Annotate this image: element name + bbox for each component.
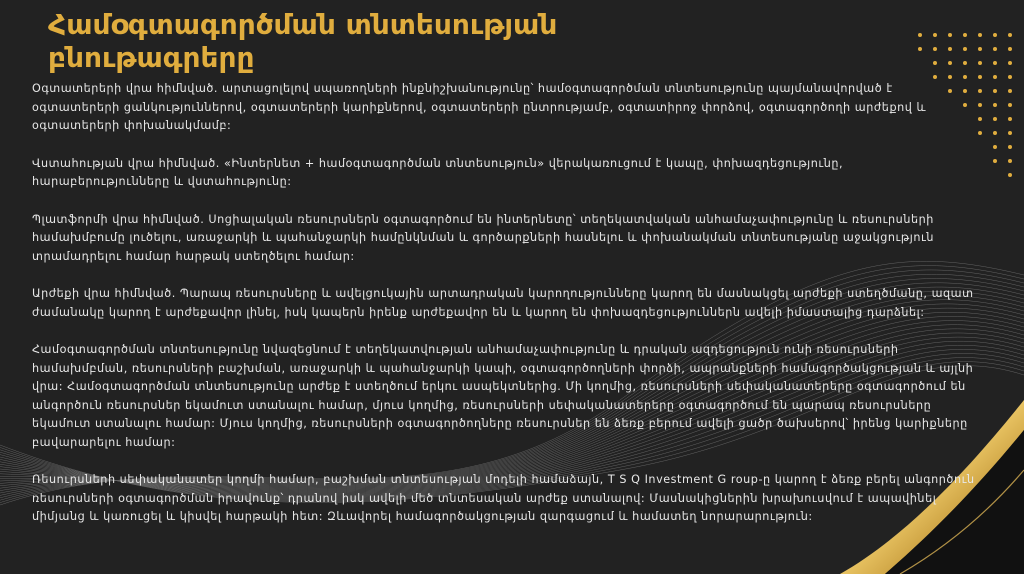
slide-title — [48, 8, 748, 74]
gold-dot — [993, 75, 997, 79]
gold-dot — [1008, 103, 1012, 107]
paragraph-trust-based: Վստահության վրա հիմնված. «Ինտերնետ + համօգտագործման տնտեսություն» վերակառուցում է կապը, փոխազդեցությունը, հարաբերությունները և վստահությունը: — [32, 156, 844, 188]
gold-dot — [1008, 173, 1012, 177]
gold-dot — [993, 89, 997, 93]
gold-dot — [963, 75, 967, 79]
paragraph-user-based: Օգտատերերի վրա հիմնված. արտացոլելով սպառողների ինքնիշխանությունը՝ համօգտագործման տնտեսությունը պայմանավորված է օգտատերերի ցանկություններով, օգտատերերի կարիքներով, օգտատերերի ընտրությամբ, օգտատիրոջ փորձով, օգտագործողի արժեքով և օգտատերերի փոխանակմամբ: — [32, 82, 927, 132]
gold-dot — [993, 145, 997, 149]
gold-dot — [978, 61, 982, 65]
gold-dot — [1008, 75, 1012, 79]
gold-dot — [963, 33, 967, 37]
paragraph-value-based: Արժեքի վրա հիմնված. Պարապ ռեսուրսները և ավելցուկային արտադրական կարողությունները կարող են մասնակցել արժեքի ստեղծմանը, ազատ ժամանակը կարող է արժեքավոր լինել, իսկ կապերն իրենք արժեքավոր են և կարող են փոխազդեցություններն ավելի իմաստալից դարձնել: — [32, 287, 974, 319]
gold-dot — [918, 33, 922, 37]
gold-dot — [993, 131, 997, 135]
gold-dot — [1008, 131, 1012, 135]
gold-dot — [993, 61, 997, 65]
gold-dot — [993, 47, 997, 51]
gold-dot — [918, 47, 922, 51]
gold-dot — [993, 117, 997, 121]
gold-dot — [978, 33, 982, 37]
gold-dot — [933, 33, 937, 37]
slide-body — [32, 80, 982, 546]
gold-dot — [933, 47, 937, 51]
gold-dot — [1008, 159, 1012, 163]
gold-dot — [933, 61, 937, 65]
gold-dot — [963, 47, 967, 51]
gold-dot — [1008, 47, 1012, 51]
gold-dot — [948, 61, 952, 65]
gold-dot — [993, 103, 997, 107]
title-line-1: Համօգտագործման տնտեսության — [48, 8, 558, 41]
gold-dot — [1008, 117, 1012, 121]
gold-dot — [993, 33, 997, 37]
gold-dot — [963, 61, 967, 65]
gold-dot — [978, 75, 982, 79]
gold-dot — [948, 47, 952, 51]
gold-dot — [948, 33, 952, 37]
gold-dot — [1008, 145, 1012, 149]
paragraph-resource-owners: Ռեսուրսների սեփականատեր կողմի համար, բաշխման տնտեսության մոդելի համաձայն, T S Q Investment G roup-ը կարող է ձեռք բերել անգործուն ռեսուրսների օգտագործման իրավունք՝ դրանով իսկ ավելի մեծ տնտեսական արժեք ստանալով: Մասնակիցներին խրախուսվում է ապավինել միմյանց և կառուցել և կիսվել հարթակի հետ: Զևավորել համագործակցության զարգացում և համատեղ նորարարություն: — [32, 473, 975, 523]
gold-dot — [1008, 33, 1012, 37]
gold-dot — [993, 159, 997, 163]
gold-dot — [1008, 61, 1012, 65]
gold-dot — [948, 75, 952, 79]
gold-dot — [933, 75, 937, 79]
gold-dot — [1008, 89, 1012, 93]
gold-dot — [978, 47, 982, 51]
paragraph-sharing-economy: Համօգտագործման տնտեսությունը նվազեցնում է տեղեկատվության անհամաչափությունը և դրական ազդեցություն ունի ռեսուրսների համախմբման, ռեսուրսների բաշխման, առաջարկի և պահանջարկի կապի, օգտագործողների փորձի, ապրանքների համագործակցության և այլնի վրա: Համօգտագործման տնտեսությունը արժեք է ստեղծում երկու ասպեկտներից. Մի կողմից, ռեսուրսների սեփականատերերը օգտագործում են անգործուն ռեսուրսներ եկամուտ ստանալու համար, մյուս կողմից, ռեսուրսների սեփականատերերը օգտագործում են պարապ ռեսուրսները եկամուտ ստանալու համար: Մյուս կողմից, ռեսուրսների օգտագործողները ռեսուրսներ են ձեռք բերում ավելի ցածր ծախսերով՝ իրենց կարիքները բավարարելու համար: — [32, 343, 974, 449]
paragraph-platform-based: Պլատֆորմի վրա հիմնված. Սոցիալական ռեսուրսներն օգտագործում են ինտերնետը՝ տեղեկատվական անհամաչափությունը և ռեսուրսների համախմբումը լուծելու, առաջարկի և պահանջարկի համընկնման և գործարքների հասնելու և փոխանակման տնտեսությանը աջակցություն տրամադրելու համար հարթակ ստեղծելու համար: — [32, 212, 935, 263]
title-line-2: բնութագրերը — [48, 41, 255, 74]
